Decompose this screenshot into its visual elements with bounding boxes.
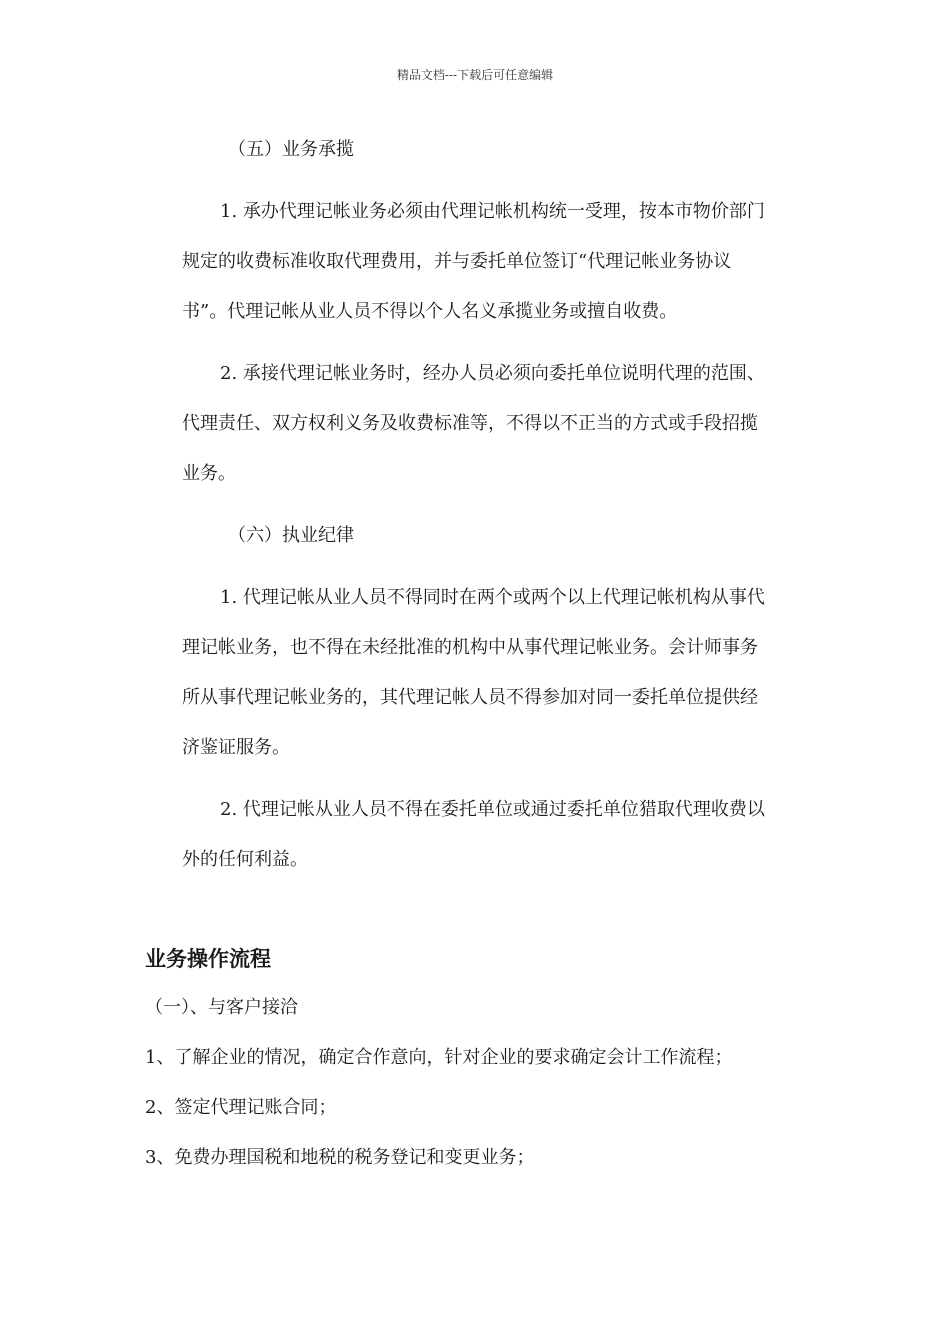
process-subheading: （一）、与客户接洽 (145, 997, 298, 1018)
section-5-title: （五）业务承揽 (228, 139, 354, 160)
section-6-item-2-line-1: 2. 代理记帐从业人员不得在委托单位或通过委托单位猎取代理收费以 (220, 799, 765, 820)
section-5-item-2-line-2: 代理责任、双方权利义务及收费标准等，不得以不正当的方式或手段招揽 (182, 413, 758, 434)
section-6-title: （六）执业纪律 (228, 525, 354, 546)
section-5-item-2-line-3: 业务。 (182, 463, 236, 484)
section-6-item-1-line-2: 理记帐业务，也不得在未经批准的机构中从事代理记帐业务。会计师事务 (182, 637, 758, 658)
process-step-2: 2、签定代理记账合同； (145, 1097, 337, 1118)
section-5-item-1-line-1: 1. 承办代理记帐业务必须由代理记帐机构统一受理，按本市物价部门 (220, 201, 765, 222)
section-5-item-2-line-1: 2. 承接代理记帐业务时，经办人员必须向委托单位说明代理的范围、 (220, 363, 765, 384)
page-header: 精品文档---下载后可任意编辑 (396, 68, 554, 82)
process-step-3: 3、免费办理国税和地税的税务登记和变更业务； (145, 1147, 535, 1168)
section-6-item-2-line-2: 外的任何利益。 (182, 849, 308, 870)
section-6-item-1-line-4: 济鉴证服务。 (182, 737, 290, 758)
section-5-item-1-line-2: 规定的收费标准收取代理费用，并与委托单位签订“代理记帐业务协议 (182, 251, 732, 272)
process-step-1: 1、了解企业的情况，确定合作意向，针对企业的要求确定会计工作流程； (145, 1047, 733, 1068)
section-5-item-1-line-3: 书”。代理记帐从业人员不得以个人名义承揽业务或擅自收费。 (182, 301, 678, 322)
process-heading: 业务操作流程 (145, 946, 271, 971)
section-6-item-1-line-1: 1. 代理记帐从业人员不得同时在两个或两个以上代理记帐机构从事代 (220, 587, 765, 608)
section-6-item-1-line-3: 所从事代理记帐业务的，其代理记帐人员不得参加对同一委托单位提供经 (182, 687, 758, 708)
